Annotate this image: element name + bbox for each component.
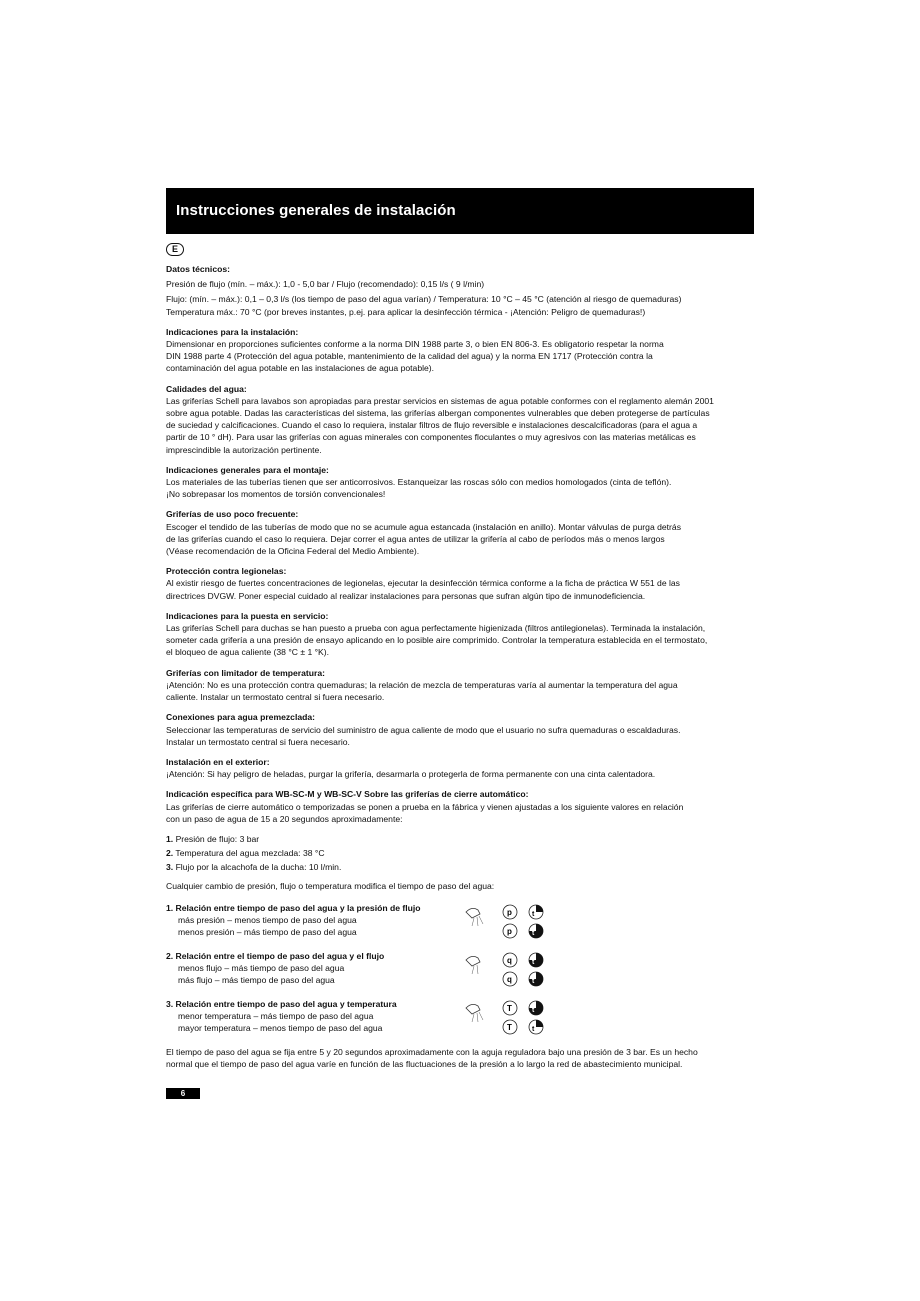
svg-text:t: t [532, 1006, 535, 1014]
svg-text:T: T [507, 1003, 512, 1013]
shower-head-icon [466, 956, 480, 974]
paragraph-line: El tiempo de paso del agua se fija entre 5 y 20 segundos aproximadamente con la aguja reguladora bajo una presión de 3 bar. Es un hecho [166, 1046, 698, 1057]
section-exterior [166, 756, 772, 780]
section-heading: Indicaciones para la instalación: [166, 326, 299, 337]
paragraph-line: con un paso de agua de 15 a 20 segundos aproximadamente: [166, 813, 403, 824]
paragraph-line: contaminación del agua potable en las instalaciones de agua potable). [166, 363, 435, 374]
list-item: 2. Temperatura del agua mezclada: 38 °C [166, 848, 325, 859]
section-limitador [166, 667, 772, 704]
pressure-gauge-icon [503, 905, 517, 938]
section-instalacion [166, 326, 772, 375]
paragraph-line: el bloqueo de agua caliente (38 °C ± 1 °K). [166, 647, 330, 658]
change-note: Cualquier cambio de presión, flujo o temperatura modifica el tiempo de paso del agua: [166, 880, 495, 891]
document-body [166, 263, 772, 1070]
section-heading: Protección contra legionelas: [166, 566, 287, 577]
paragraph-line: ¡No sobrepasar los momentos de torsión convencionales! [166, 489, 386, 500]
paragraph-line: Los materiales de las tuberías tienen que ser anticorrosivos. Estanqueizar las roscas sólo con medios homologados (cinta de teflón). [166, 477, 672, 488]
section-calidades [166, 383, 772, 456]
paragraph-line: Escoger el tendido de las tuberías de modo que no se acumule agua estancada (instalación en anillo). Montar válvulas de purga detrás [166, 521, 681, 532]
paragraph-line: de suciedad y calcificaciones. Cuando el caso lo requiera, instalar filtros de flujo reversible e instalaciones descalcificadoras (para el agua a [166, 420, 698, 431]
list-item: 1. Presión de flujo: 3 bar [166, 833, 260, 844]
section-legionelas [166, 565, 772, 602]
paragraph-line: caliente. Instalar un termostato central si fuera necesario. [166, 692, 385, 703]
closing-paragraph [166, 1046, 772, 1070]
paragraph-line: Dimensionar en proporciones suficientes conforme a la norma DIN 1988 parte 3, o bien EN 806-3. Es obligatorio respetar la norma [166, 339, 664, 350]
temperature-relation-icons [462, 998, 552, 1038]
section-premezclada [166, 711, 772, 748]
paragraph-line: Seleccionar las temperaturas de servicio del suministro de agua caliente de modo que el usuario no sufra quemaduras o escaldaduras. [166, 724, 681, 735]
paragraph-line: sobre agua potable. Dadas las características del sistema, las griferías albergan componentes vulnerables que deben protegerse de partículas [166, 408, 710, 419]
paragraph-line: Instalar un termostato central si fuera necesario. [166, 736, 350, 747]
section-heading: Conexiones para agua premezclada: [166, 712, 316, 723]
relation-title: 3. Relación entre tiempo de paso del agua y temperatura [166, 998, 397, 1009]
flow-icon [503, 953, 517, 986]
relation-line: más presión – menos tiempo de paso del agua [178, 914, 357, 925]
relation-line: más flujo – más tiempo de paso del agua [178, 975, 335, 986]
svg-text:t: t [532, 958, 535, 966]
relation-line: menos presión – más tiempo de paso del agua [178, 927, 357, 938]
section-heading: Instalación en el exterior: [166, 756, 270, 767]
paragraph-line: DIN 1988 parte 4 (Protección del agua potable, mantenimiento de la calidad del agua) y la norma EN 1717 (Protección contra la [166, 351, 653, 362]
section-heading: Indicaciones generales para el montaje: [166, 464, 329, 475]
paragraph-line: Flujo: (mín. – máx.): 0,1 – 0,3 l/s (los tiempo de paso del agua varían) / Temperatura: 10 °C – 45 °C (atención al riesgo de quemaduras) [166, 294, 682, 305]
section-heading: Datos técnicos: [166, 264, 230, 274]
relation-line: mayor temperatura – menos tiempo de paso del agua [178, 1023, 383, 1034]
paragraph-line: (Véase recomendación de la Oficina Federal del Medio Ambiente). [166, 546, 420, 557]
relation-line: menor temperatura – más tiempo de paso del agua [178, 1010, 374, 1021]
svg-text:t: t [532, 929, 535, 937]
paragraph-line: partir de 10 ° dH). Para usar las griferías con aguas minerales con componentes floculantes o muy agresivos con las materias metálicas es [166, 432, 696, 443]
section-poco-uso [166, 508, 772, 557]
paragraph-line: ¡Atención: No es una protección contra quemaduras; la relación de mezcla de temperaturas varía al aumentar la temperatura del agua [166, 679, 678, 690]
svg-text:T: T [507, 1022, 512, 1032]
relation-block [166, 950, 772, 990]
paragraph-line: someter cada grifería a una presión de ensayo aplicando en lo posible aire comprimido. Controlar la temperatura establecida en el termostato, [166, 635, 708, 646]
paragraph-line: normal que el tiempo de paso del agua varíe en función de las fluctuaciones de la presión a lo largo la red de abastecimiento municipal. [166, 1058, 683, 1069]
section-heading: Indicación específica para WB-SC-M y WB-SC-V Sobre las griferías de cierre automático: [166, 789, 529, 800]
relation-title: 2. Relación entre el tiempo de paso del agua y el flujo [166, 950, 385, 961]
relation-block [166, 998, 772, 1038]
section-datos [166, 263, 772, 318]
paragraph-line: directrices DVGW. Poner especial cuidado al realizar instalaciones para personas que sufran algún tipo de inmunodeficiencia. [166, 590, 646, 601]
paragraph-line: de las griferías cuando el caso lo requiera. Dejar correr el agua antes de utilizar la grifería al cabo de períodos más o menos largos [166, 533, 665, 544]
section-heading: Griferías de uso poco frecuente: [166, 509, 299, 520]
section-servicio [166, 610, 772, 659]
list-item: 3. Flujo por la alcachofa de la ducha: 10 l/min. [166, 862, 342, 873]
paragraph-line: Las griferías Schell para lavabos son apropiadas para prestar servicios en sistemas de agua potable conformes con el reglamento alemán 2001 [166, 395, 714, 406]
svg-text:t: t [532, 977, 535, 985]
section-heading: Griferías con limitador de temperatura: [166, 667, 326, 678]
paragraph-line: Presión de flujo (mín. – máx.): 1,0 - 5,0 bar / Flujo (recomendado): 0,15 l/s ( 9 l/min) [166, 279, 485, 290]
paragraph-line: ¡Atención: Si hay peligro de heladas, purgar la grifería, desarmarla o protegerla de forma permanente con una cinta calentadora. [166, 769, 656, 780]
svg-text:t: t [532, 1025, 535, 1033]
paragraph-line: Temperatura máx.: 70 °C (por breves instantes, p.ej. para aplicar la desinfección térmica - ¡Atención: Peligro de quemaduras!) [166, 306, 646, 317]
relation-block [166, 902, 772, 942]
paragraph-line: Las griferías de cierre automático o temporizadas se ponen a prueba en la fábrica y vienen ajustadas a los siguiente valores en relación [166, 801, 684, 812]
svg-text:p: p [507, 926, 512, 936]
page-title: Instrucciones generales de instalación [176, 202, 456, 219]
settings-list [166, 833, 772, 874]
flow-relation-icons [462, 950, 552, 990]
svg-text:q: q [507, 974, 512, 984]
section-especifica [166, 788, 772, 825]
pressure-relation-icons [462, 902, 552, 942]
relation-title: 1. Relación entre tiempo de paso del agua y la presión de flujo [166, 902, 421, 913]
header-bar [166, 188, 754, 234]
relation-line: menos flujo – más tiempo de paso del agua [178, 962, 345, 973]
language-badge: E [166, 243, 184, 256]
shower-head-icon [466, 908, 483, 926]
timer-icon [529, 905, 543, 938]
timer-icon [529, 953, 543, 986]
timer-icon [529, 1001, 543, 1034]
shower-head-icon [466, 1004, 483, 1022]
section-heading: Indicaciones para la puesta en servicio: [166, 610, 329, 621]
paragraph-line: imprescindible la autorización pertinente. [166, 444, 322, 455]
page-number: 6 [166, 1088, 200, 1099]
paragraph-line: Al existir riesgo de fuertes concentraciones de legionelas, ejecutar la desinfección térmica conforme a la ficha de práctica W 551 de las [166, 578, 680, 589]
section-montaje [166, 464, 772, 501]
thermometer-icon [503, 1001, 517, 1034]
svg-text:p: p [507, 907, 512, 917]
paragraph-line: Las griferías Schell para duchas se han puesto a prueba con agua perfectamente higienizada (filtros antilegionelas). Terminada la instalación, [166, 623, 706, 634]
svg-text:t: t [532, 910, 535, 918]
svg-text:q: q [507, 955, 512, 965]
section-heading: Calidades del agua: [166, 383, 247, 394]
